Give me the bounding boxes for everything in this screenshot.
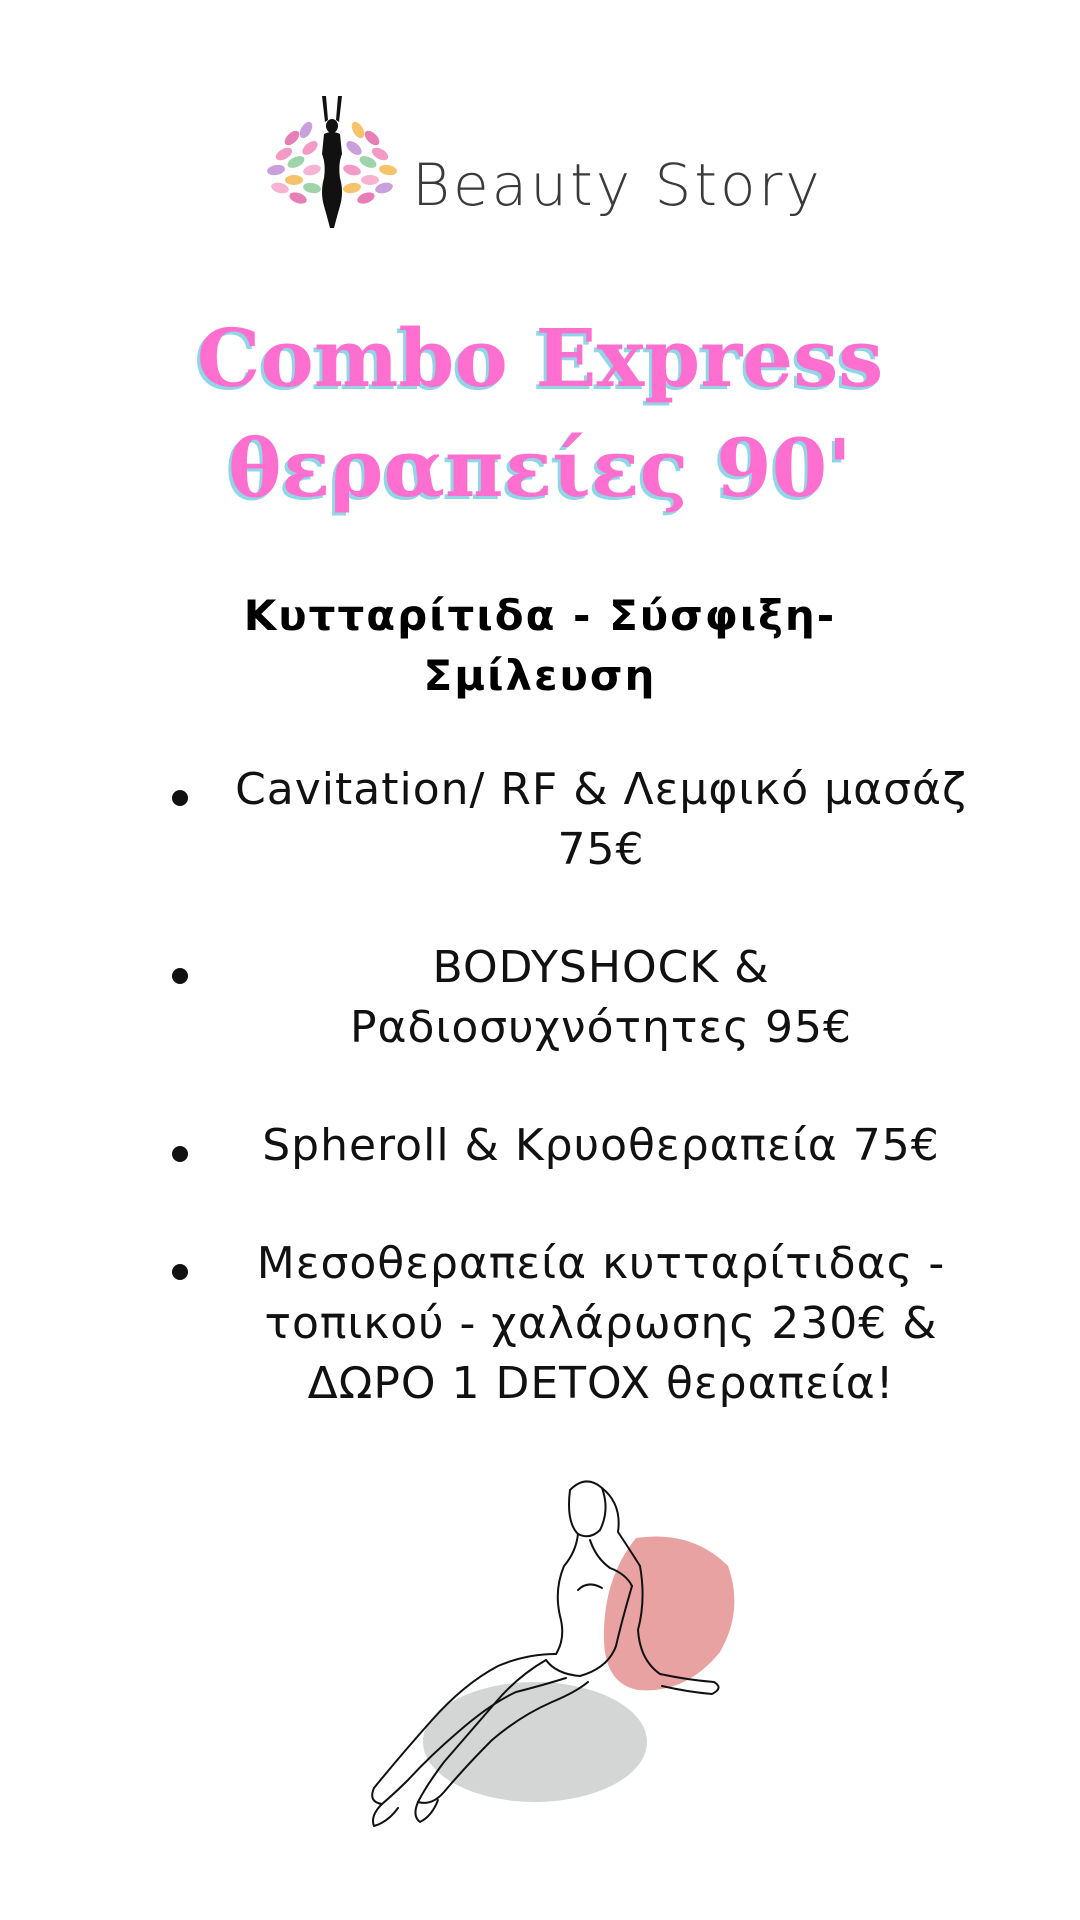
item-text: Μεσοθεραπεία κυτταρίτιδας - τοπικού - χαλάρωσης 230€ & ΔΩΡΟ 1 DETOX θεραπεία! — [256, 1238, 946, 1409]
bullet-icon — [172, 1264, 188, 1280]
headline-line-1: Combo Express — [196, 311, 884, 405]
grey-shadow-blob — [423, 1682, 647, 1802]
bullet-icon — [172, 790, 188, 806]
bullet-icon — [172, 1146, 188, 1162]
headline-line-2: θεραπείες 90' — [228, 421, 852, 515]
subtitle: Κυτταρίτιδα - Σύσφιξη- Σμίλευση — [243, 591, 837, 700]
item-text: Cavitation/ RF & Λεμφικό μασάζ 75€ — [235, 764, 967, 875]
item-text: BODYSHOCK & Ραδιοσυχνότητες 95€ — [350, 942, 852, 1053]
bullet-icon — [172, 968, 188, 984]
seated-woman-line-art-icon — [340, 1470, 760, 1830]
item-text: Spheroll & Κρυοθεραπεία 75€ — [262, 1120, 940, 1171]
brand-name: Beauty Story — [412, 151, 823, 219]
